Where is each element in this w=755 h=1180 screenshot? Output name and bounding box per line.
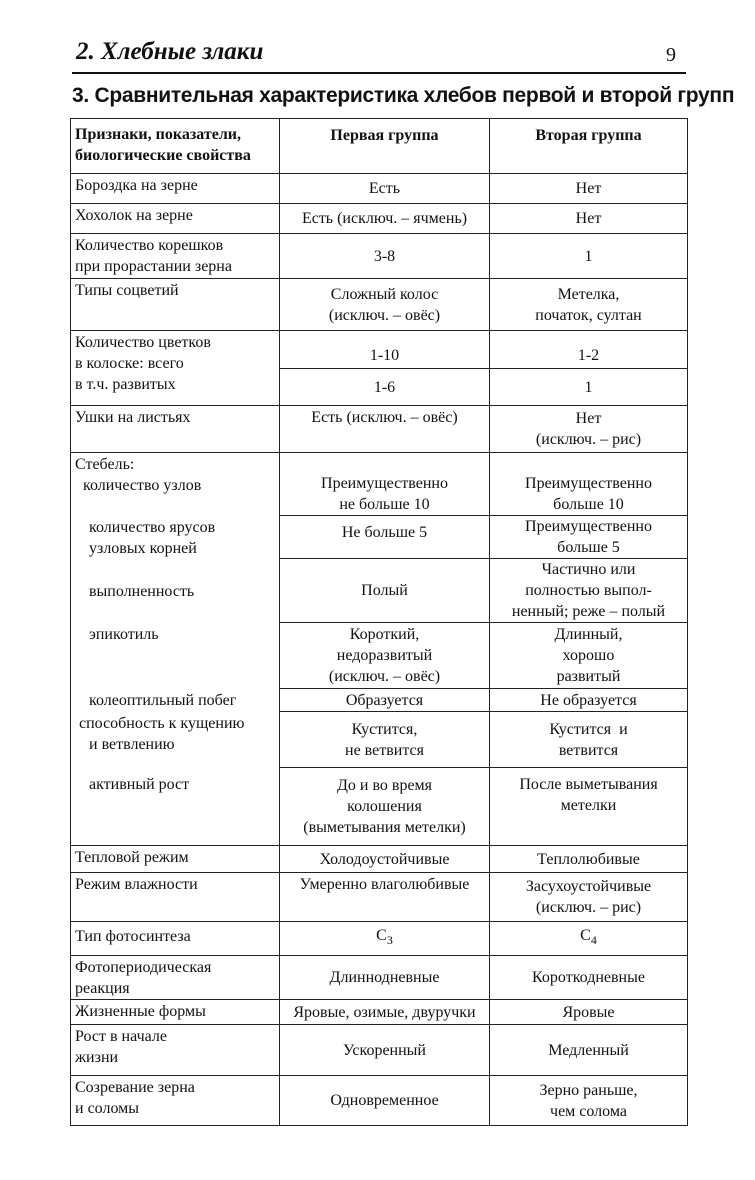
row-label-line: и соломы: [75, 1100, 140, 1117]
group1-value: [280, 768, 490, 846]
table-row: [71, 956, 688, 1000]
group2-value: Короткодневные: [490, 956, 688, 1000]
row-label: [71, 956, 280, 1000]
group2-value: Нет: [490, 204, 688, 234]
table-row: [71, 846, 688, 873]
table-row: [71, 174, 688, 204]
table-row: [71, 1025, 688, 1076]
row-label-line: реакция: [75, 980, 130, 997]
row-label-line: способность к кущению: [79, 714, 245, 732]
header-attributes-line2: биологические свойства: [75, 147, 251, 164]
row-label-line: количество ярусов: [89, 518, 216, 536]
value-line: полностью выпол-: [525, 582, 652, 599]
value-line: Засухоустойчивые: [525, 878, 652, 895]
group2-value: Нет: [490, 174, 688, 204]
group1-value: Одновременное: [280, 1076, 490, 1126]
group1-value: [280, 623, 490, 689]
table-row: [71, 689, 688, 712]
group1-value: 3-8: [280, 234, 490, 279]
value-line: не ветвится: [345, 741, 424, 759]
comparison-table: [70, 118, 688, 1126]
group1-value: Длиннодневные: [280, 956, 490, 1000]
row-label-line: в т.ч. развитых: [75, 376, 176, 393]
value-line: Кустится,: [351, 720, 418, 738]
header-cell-attributes: [71, 119, 280, 174]
table-row: [71, 234, 688, 279]
value-line: Сложный колос: [330, 285, 439, 303]
group2-value: [490, 453, 688, 516]
group2-value: [490, 516, 688, 559]
value-line: Метелка,: [557, 285, 620, 303]
row-label-line: Фотопериодическая: [75, 959, 212, 976]
value-line: чем солома: [550, 1102, 627, 1120]
row-label: Жизненные формы: [71, 1000, 280, 1025]
page-number: 9: [666, 44, 676, 66]
group2-value: [490, 873, 688, 922]
value-line: хорошо: [562, 647, 615, 664]
header-divider: [72, 72, 686, 74]
row-label: Тип фотосинтеза: [71, 922, 280, 956]
value-line: Частично или: [541, 561, 636, 578]
table-row: [71, 712, 688, 768]
group2-value: Медленный: [490, 1025, 688, 1076]
group1-value: Не больше 5: [280, 516, 490, 559]
row-label: [71, 1025, 280, 1076]
value-line: больше 5: [557, 539, 620, 556]
value-line: больше 10: [553, 496, 624, 513]
row-label: Типы соцветий: [71, 279, 280, 331]
row-label: Ушки на листьях: [71, 406, 280, 453]
value-line: После выметывания: [519, 776, 658, 793]
table-row: [71, 1000, 688, 1025]
value-base: C: [376, 927, 387, 945]
value-line: Преимущественно: [321, 475, 448, 492]
group2-value: Не образуется: [490, 689, 688, 712]
value-line: колошения: [347, 798, 422, 815]
group1-value: [280, 922, 490, 956]
running-header-chapter: 2. Хлебные злаки: [76, 38, 264, 65]
group1-value: Яровые, озимые, двуручки: [280, 1000, 490, 1025]
value-line: До и во время: [336, 777, 433, 794]
group1-value: 1-6: [280, 369, 490, 406]
group2-value: 1: [490, 234, 688, 279]
value-line: Преимущественно: [525, 518, 652, 535]
value-line: (исключ. – рис): [535, 431, 642, 448]
row-label: Хохолок на зерне: [71, 204, 280, 234]
row-label-line: и ветвлению: [89, 735, 175, 753]
row-label: эпикотиль: [71, 623, 280, 689]
row-label: [71, 712, 280, 768]
group1-value: Есть: [280, 174, 490, 204]
value-line: Нет: [575, 410, 602, 427]
row-label: выполненность: [71, 559, 280, 623]
group1-value: Образуется: [280, 689, 490, 712]
value-line: недоразвитый: [336, 647, 433, 664]
group2-value: [490, 712, 688, 768]
header-cell-group2: Вторая группа: [490, 119, 688, 174]
row-label-line: Количество корешков: [75, 237, 224, 254]
value-line: (исключ. – овёс): [328, 668, 441, 685]
row-label-line: Количество цветков: [75, 334, 211, 351]
row-label: Режим влажности: [71, 873, 280, 922]
value-line: ветвится: [558, 741, 619, 759]
table-row: [71, 768, 688, 846]
row-label: [71, 516, 280, 559]
table-row: [71, 204, 688, 234]
stem-title: Стебель:: [75, 456, 135, 473]
row-label: [71, 234, 280, 279]
value-subscript: 4: [590, 933, 597, 948]
group2-value: 1: [490, 369, 688, 406]
value-line: початок, султан: [535, 306, 642, 324]
group1-value: Есть (исключ. – ячмень): [280, 204, 490, 234]
header-cell-group1: Первая группа: [280, 119, 490, 174]
group2-value: [490, 406, 688, 453]
value-line: метелки: [560, 797, 617, 814]
value-line: Длинный,: [554, 626, 623, 643]
table-row: [71, 1076, 688, 1126]
value-line: Короткий,: [349, 626, 420, 643]
group1-value: [280, 712, 490, 768]
group1-value: [280, 279, 490, 331]
section-title: 3. Сравнительная характеристика хлебов первой и второй групп: [72, 84, 735, 107]
group2-value: Яровые: [490, 1000, 688, 1025]
value-line: развитый: [556, 668, 621, 685]
row-label: [71, 453, 280, 516]
table-row: [71, 873, 688, 922]
row-label-line: количество узлов: [83, 477, 202, 494]
row-label-line: жизни: [75, 1049, 119, 1066]
value-subscript: 3: [386, 933, 393, 948]
group2-value: [490, 768, 688, 846]
group1-value: [280, 453, 490, 516]
table-header-row: [71, 119, 688, 174]
table-row: [71, 559, 688, 623]
group2-value: [490, 1076, 688, 1126]
row-label: активный рост: [71, 768, 280, 846]
group2-value: 1-2: [490, 331, 688, 369]
table-row: [71, 331, 688, 369]
table-row: [71, 516, 688, 559]
group1-value: Умеренно влаголюбивые: [280, 873, 490, 922]
row-label-line: узловых корней: [89, 539, 197, 557]
value-line: Зерно раньше,: [539, 1081, 638, 1099]
group1-value: Есть (исключ. – овёс): [280, 406, 490, 453]
row-label: Тепловой режим: [71, 846, 280, 873]
value-line: (исключ. – овёс): [328, 306, 441, 324]
row-label: [71, 331, 280, 406]
group1-value: 1-10: [280, 331, 490, 369]
group2-value: [490, 279, 688, 331]
value-line: (выметывания метелки): [303, 819, 466, 836]
row-label: колеоптильный побег: [71, 689, 280, 712]
group2-value: [490, 623, 688, 689]
group1-value: Полый: [280, 559, 490, 623]
group2-value: Теплолюбивые: [490, 846, 688, 873]
value-line: Кустится и: [549, 720, 628, 738]
row-label-line: Созревание зерна: [75, 1079, 195, 1096]
value-line: Преимущественно: [525, 475, 652, 492]
table-row: [71, 453, 688, 516]
row-label-line: в колоске: всего: [75, 355, 184, 372]
value-base: C: [580, 927, 591, 945]
group1-value: Холодоустойчивые: [280, 846, 490, 873]
table-row: [71, 279, 688, 331]
value-line: ненный; реже – полый: [511, 603, 666, 620]
table-row: [71, 406, 688, 453]
value-line: (исключ. – рис): [535, 899, 642, 916]
row-label-line: при прорастании зерна: [75, 258, 232, 275]
row-label-line: Рост в начале: [75, 1028, 167, 1045]
table-row: [71, 623, 688, 689]
group2-value: [490, 559, 688, 623]
group1-value: Ускоренный: [280, 1025, 490, 1076]
row-label: Бороздка на зерне: [71, 174, 280, 204]
row-label: [71, 1076, 280, 1126]
header-attributes-line1: Признаки, показатели,: [75, 126, 242, 143]
table-row: [71, 922, 688, 956]
group2-value: [490, 922, 688, 956]
value-line: не больше 10: [339, 496, 430, 513]
